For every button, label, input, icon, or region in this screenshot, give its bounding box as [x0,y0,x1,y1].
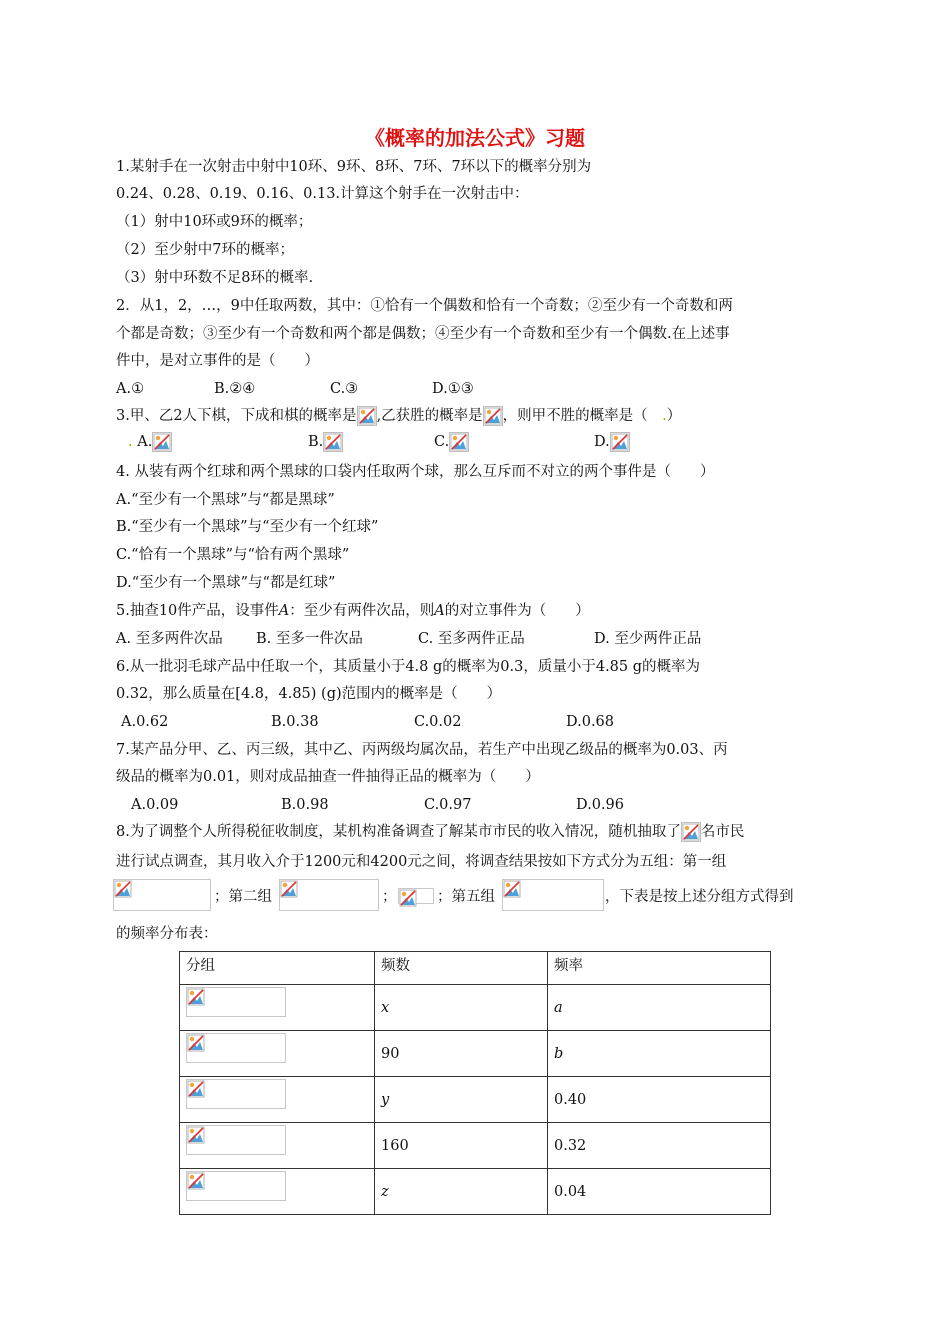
q8-g5-suffix: ，下表是按上述分组方式得到 [605,889,794,905]
fraction-image-icon [449,432,469,452]
q2-line3: 件中，是对立事件的是（ ） [116,353,319,369]
dot-mark: . [128,434,133,450]
group1-formula-image [113,879,211,911]
q8-line1 [116,822,744,842]
q8-line2: 进行试点调查，其月收入介于1200元和4200元之间，将调查结果按如下方式分为五组：第一组 [116,854,727,870]
q6-line1: 6.从一批羽毛球产品中任取一个，其质量小于4.8 g的概率为0.3，质量小于4.85 g的概率为 [116,659,701,675]
q5-text-c: 的对立事件为（ ） [444,603,590,619]
dot-mark: . [662,408,667,424]
q5-line1 [116,601,590,621]
group-cell [180,1031,375,1077]
q3-option-d-label: D. [594,434,610,450]
q1-line2: 0.24、0.28、0.19、0.16、0.13.计算这个射手在一次射击中： [116,186,529,202]
group-cell [180,1077,375,1123]
q8-g2-suffix: ； [382,889,397,905]
group-cell [180,1123,375,1169]
table-row [180,1169,771,1215]
table-header-count: 频数 [375,952,548,985]
group-cell [180,985,375,1031]
fraction-image-icon [152,432,172,452]
count-cell: z [375,1169,548,1215]
formula-image-icon [503,880,523,900]
q7-line2: 级品的概率为0.01，则对成品抽查一件抽得正品的概率为（ ） [116,769,540,785]
formula-image-icon [187,1126,207,1146]
group-ellipsis-formula-image [398,888,434,904]
q5-option-d: D. 至少两件正品 [594,631,702,647]
q3-part4: ） [666,408,682,424]
q5-text-b: ：至少有两件次品，则 [289,603,435,619]
q1-sub1: （1）射中10环或9环的概率； [116,214,313,230]
q4-line1: 4. 从装有两个红球和两个黑球的口袋内任取两个球，那么互斥而不对立的两个事件是（ ） [116,464,715,480]
q3-option-b [308,432,343,452]
formula-image-icon [681,822,701,842]
q8-text-a: 8.为了调整个人所得税征收制度，某机构准备调查了解某市市民的收入情况，随机抽取了 [116,824,681,840]
table-row [180,1077,771,1123]
q2-option-b: B.②④ [214,381,256,397]
formula-image-icon [280,880,300,900]
q3-part3: ，则甲不胜的概率是（ [502,408,663,424]
table-header-row [180,952,771,985]
frequency-cell: a [548,985,771,1031]
formula-image-icon [187,1034,207,1054]
formula-image-icon [399,889,415,905]
fraction-image-icon [323,432,343,452]
frequency-cell: 0.32 [548,1123,771,1169]
q3-option-c [434,432,469,452]
q6-line2: 0.32，那么质量在[4.8，4.85) (g)范围内的概率是（ ） [116,686,502,702]
q8-line4: 的频率分布表： [116,926,218,942]
q4-option-a: A.“至少有一个黑球”与“都是黑球” [116,492,335,508]
q6-option-c: C.0.02 [414,714,462,730]
formula-image-icon [187,988,207,1008]
q7-option-b: B.0.98 [281,797,329,813]
q8-g1-suffix: ；第二组 [214,889,272,905]
group2-formula-image [279,879,379,911]
group5-formula-image [502,879,604,911]
frequency-cell: b [548,1031,771,1077]
q7-option-c: C.0.97 [424,797,472,813]
q4-option-d: D.“至少有一个黑球”与“都是红球” [116,575,336,591]
frequency-cell: 0.40 [548,1077,771,1123]
table-header-group: 分组 [180,952,375,985]
frequency-cell: 0.04 [548,1169,771,1215]
q2-option-a: A.① [116,381,145,397]
q5-option-c: C. 至多两件正品 [418,631,525,647]
page-title: 《概率的加法公式》习题 [365,126,585,150]
count-cell: 90 [375,1031,548,1077]
q3-option-b-label: B. [308,434,324,450]
formula-image-icon [114,880,134,900]
table-row [180,1031,771,1077]
formula-image-icon [187,1080,207,1100]
q3-line [116,406,681,426]
q8-text-b: 名市民 [700,824,745,840]
q5-option-a: A. 至多两件次品 [116,631,223,647]
q3-part1: 3.甲、乙2人下棋，下成和棋的概率是 [116,408,357,424]
q3-option-c-label: C. [434,434,450,450]
q5-option-b: B. 至多一件次品 [256,631,363,647]
q7-option-d: D.0.96 [576,797,625,813]
group-formula-image [186,1033,286,1063]
fraction-image-icon [483,406,503,426]
q5-text-a: 5.抽查10件产品，设事件 [116,603,279,619]
fraction-image-icon [610,432,630,452]
fraction-image-icon [357,406,377,426]
table-row [180,985,771,1031]
q4-option-b: B.“至少有一个黑球”与“至少有一个红球” [116,519,379,535]
q2-line2: 个都是奇数；③至少有一个奇数和两个都是偶数；④至少有一个奇数和至少有一个偶数.在上述事 [116,326,730,342]
q1-sub2: （2）至少射中7环的概率； [116,242,294,258]
q3-option-a-label: A. [137,434,153,450]
q3-option-a [128,432,172,452]
q8-g4-suffix: ；第五组 [437,889,495,905]
q7-option-a: A.0.09 [131,797,179,813]
table-header-frequency: 频率 [548,952,771,985]
group-formula-image [186,1171,286,1201]
count-cell: y [375,1077,548,1123]
formula-image-icon [187,1172,207,1192]
q5-var-a: A [278,603,290,619]
q6-option-d: D.0.68 [566,714,615,730]
q1-line1: 1.某射手在一次射击中射中10环、9环、8环、7环、7环以下的概率分别为 [116,159,592,175]
q2-option-d: D.①③ [432,381,474,397]
group-formula-image [186,987,286,1017]
frequency-table [179,951,771,1215]
count-cell: x [375,985,548,1031]
q2-option-c: C.③ [330,381,359,397]
q6-option-a: A.0.62 [121,714,169,730]
q3-option-d [594,432,630,452]
q1-sub3: （3）射中环数不足8环的概率. [116,270,314,286]
q3-part2: ,乙获胜的概率是 [376,408,483,424]
q6-option-b: B.0.38 [271,714,319,730]
group-cell [180,1169,375,1215]
group-formula-image [186,1079,286,1109]
group-formula-image [186,1125,286,1155]
q4-option-c: C.“恰有一个黑球”与“恰有两个黑球” [116,547,350,563]
count-cell: 160 [375,1123,548,1169]
table-row [180,1123,771,1169]
q7-line1: 7.某产品分甲、乙、丙三级，其中乙、丙两级均属次品，若生产中出现乙级品的概率为0.03、丙 [116,742,728,758]
q5-var-a: A [434,603,445,619]
q2-line1: 2．从1，2，…，9中任取两数，其中：①恰有一个偶数和恰有一个奇数；②至少有一个奇数和两 [116,298,733,314]
